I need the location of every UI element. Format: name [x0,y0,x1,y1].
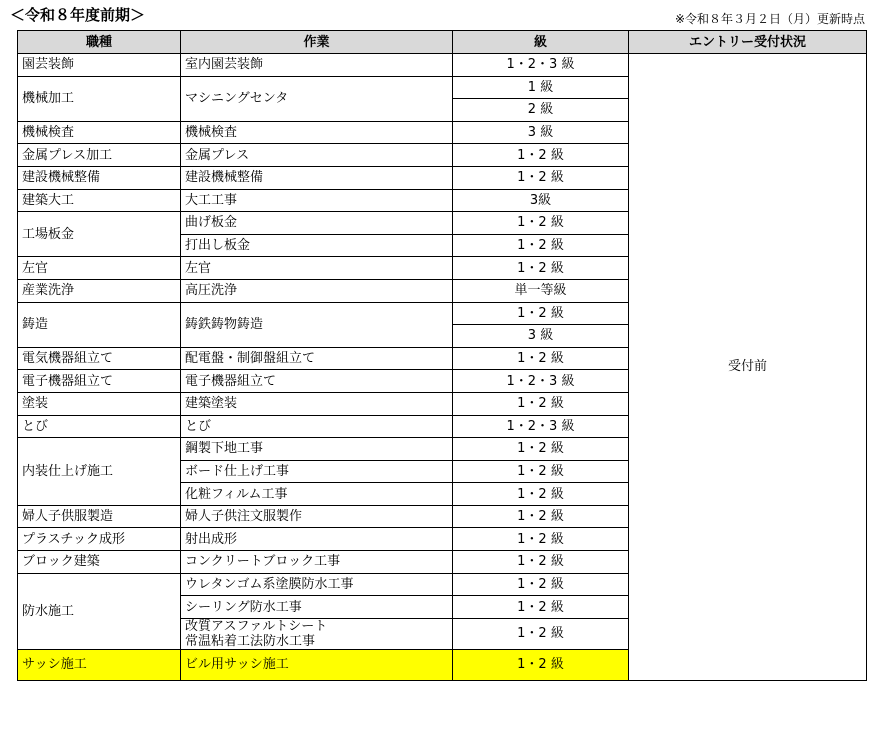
cell-sagyo: 建築塗装 [181,392,453,415]
cell-kyu: 3級 [453,189,629,212]
exam-table [17,30,867,681]
cell-sagyo: 婦人子供注文服製作 [181,505,453,528]
cell-kyu: 1・2 級 [453,144,629,167]
cell-sagyo: 左官 [181,257,453,280]
cell-shokushu: 防水施工 [18,573,181,649]
cell-shokushu: 産業洗浄 [18,279,181,302]
cell-shokushu: ブロック建築 [18,551,181,574]
cell-kyu: 1・2 級 [453,234,629,257]
update-note: ※令和８年３月２日（月）更新時点 [674,12,865,26]
cell-sagyo: ボード仕上げ工事 [181,460,453,483]
cell-kyu: 1・2 級 [453,347,629,370]
cell-kyu: 単一等級 [453,279,629,302]
cell-sagyo: とび [181,415,453,438]
cell-kyu: 1 級 [453,76,629,99]
cell-kyu: 1・2 級 [453,212,629,235]
cell-kyu: 1・2 級 [453,392,629,415]
cell-kyu: 1・2・3 級 [453,415,629,438]
cell-shokushu: 左官 [18,257,181,280]
col-header-status: エントリー受付状況 [629,31,867,54]
cell-shokushu: プラスチック成形 [18,528,181,551]
cell-kyu: 1・2 級 [453,618,629,649]
cell-sagyo: ウレタンゴム系塗膜防水工事 [181,573,453,596]
cell-sagyo: 金属プレス [181,144,453,167]
col-header-kyu: 級 [453,31,629,54]
table-header-row [18,31,867,54]
cell-shokushu: 工場板金 [18,212,181,257]
cell-kyu: 1・2 級 [453,438,629,461]
cell-sagyo: コンクリートブロック工事 [181,551,453,574]
cell-sagyo: 鋳鉄鋳物鋳造 [181,302,453,347]
cell-sagyo: 室内園芸装飾 [181,54,453,77]
cell-shokushu: 塗装 [18,392,181,415]
status-cell: 受付前 [629,54,867,681]
cell-kyu: 1・2 級 [453,166,629,189]
cell-sagyo: 化粧フィルム工事 [181,483,453,506]
cell-sagyo [181,618,453,649]
cell-shokushu: 電子機器組立て [18,370,181,393]
cell-kyu: 3 級 [453,325,629,348]
cell-sagyo: 配電盤・制御盤組立て [181,347,453,370]
cell-shokushu: 建設機械整備 [18,166,181,189]
cell-kyu: 1・2 級 [453,596,629,619]
cell-sagyo: 射出成形 [181,528,453,551]
cell-shokushu: 機械加工 [18,76,181,121]
cell-sagyo: 鋼製下地工事 [181,438,453,461]
cell-sagyo: マシニングセンタ [181,76,453,121]
cell-sagyo: 大工工事 [181,189,453,212]
cell-kyu: 1・2 級 [453,505,629,528]
cell-sagyo: シーリング防水工事 [181,596,453,619]
cell-kyu: 1・2 級 [453,483,629,506]
cell-sagyo: ビル用サッシ施工 [181,649,453,680]
cell-kyu: 1・2 級 [453,551,629,574]
cell-shokushu: サッシ施工 [18,649,181,680]
cell-kyu: 1・2・3 級 [453,54,629,77]
cell-shokushu: 園芸装飾 [18,54,181,77]
cell-sagyo-line1: 改質アスファルトシート [185,618,328,634]
cell-sagyo: 機械検査 [181,121,453,144]
cell-shokushu: 鋳造 [18,302,181,347]
cell-kyu: 1・2 級 [453,460,629,483]
cell-kyu: 1・2・3 級 [453,370,629,393]
cell-kyu: 2 級 [453,99,629,122]
cell-kyu: 1・2 級 [453,649,629,680]
cell-shokushu: 電気機器組立て [18,347,181,370]
cell-sagyo: 建設機械整備 [181,166,453,189]
col-header-sagyo: 作業 [181,31,453,54]
cell-shokushu: とび [18,415,181,438]
cell-sagyo: 高圧洗浄 [181,279,453,302]
col-header-shokushu: 職種 [18,31,181,54]
cell-shokushu: 機械検査 [18,121,181,144]
page-title: ＜令和８年度前期＞ [10,6,146,24]
cell-kyu: 1・2 級 [453,573,629,596]
cell-sagyo-line2: 常温粘着工法防水工事 [185,633,316,649]
cell-sagyo: 打出し板金 [181,234,453,257]
cell-shokushu: 内装仕上げ施工 [18,438,181,506]
cell-kyu: 1・2 級 [453,257,629,280]
cell-shokushu: 婦人子供服製造 [18,505,181,528]
cell-sagyo: 電子機器組立て [181,370,453,393]
cell-kyu: 1・2 級 [453,302,629,325]
cell-sagyo: 曲げ板金 [181,212,453,235]
cell-shokushu: 金属プレス加工 [18,144,181,167]
cell-shokushu: 建築大工 [18,189,181,212]
cell-kyu: 3 級 [453,121,629,144]
cell-kyu: 1・2 級 [453,528,629,551]
table-row [18,54,867,77]
